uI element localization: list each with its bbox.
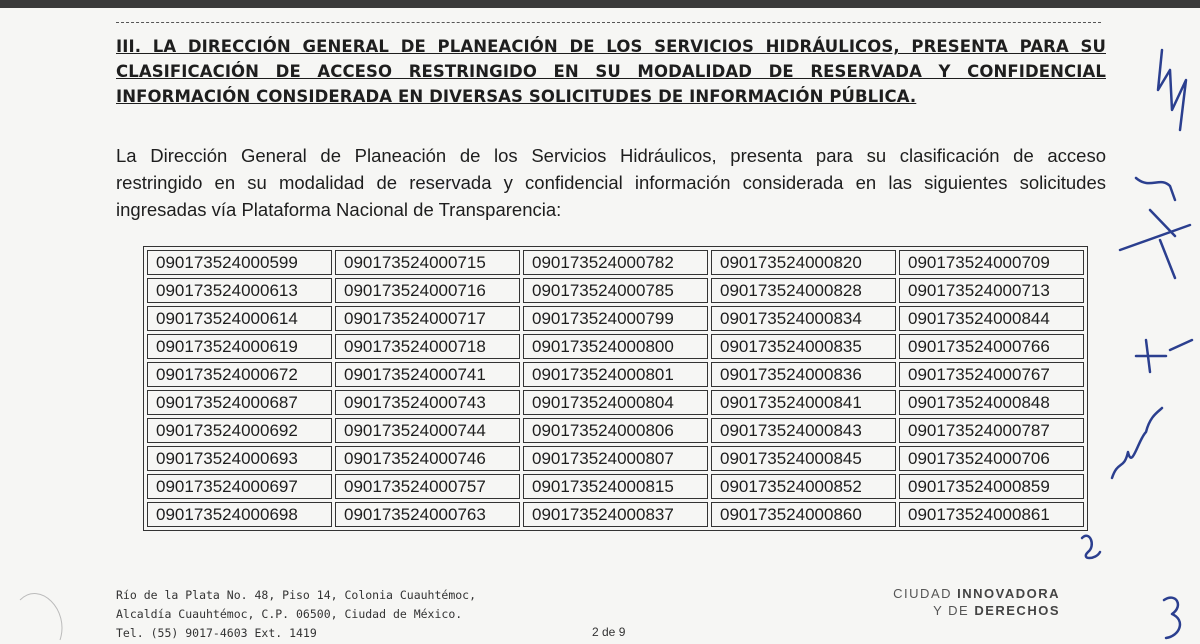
- table-cell: 090173524000815: [523, 474, 708, 499]
- table-cell: 090173524000715: [335, 250, 520, 275]
- table-cell: 090173524000718: [335, 334, 520, 359]
- table-cell: 090173524000835: [711, 334, 896, 359]
- table-cell: 090173524000692: [147, 418, 332, 443]
- table-cell: 090173524000599: [147, 250, 332, 275]
- table-cell: 090173524000859: [899, 474, 1084, 499]
- table-cell: 090173524000785: [523, 278, 708, 303]
- table-cell: 090173524000800: [523, 334, 708, 359]
- signature-stroke: [1082, 536, 1100, 558]
- table-cell: 090173524000828: [711, 278, 896, 303]
- brand-text: DERECHOS: [974, 603, 1060, 618]
- table-cell: 090173524000613: [147, 278, 332, 303]
- brand-text: INNOVADORA: [957, 586, 1060, 601]
- table-cell: 090173524000744: [335, 418, 520, 443]
- table-cell: 090173524000799: [523, 306, 708, 331]
- paragraph-line: ingresadas vía Plataforma Nacional de Transparencia:: [116, 199, 562, 220]
- signature-stroke: [1112, 408, 1162, 478]
- brand-text: CIUDAD: [893, 586, 958, 601]
- table-cell: 090173524000763: [335, 502, 520, 527]
- brand-text: Y DE: [933, 603, 975, 618]
- table-cell: 090173524000672: [147, 362, 332, 387]
- table-cell: 090173524000614: [147, 306, 332, 331]
- table-cell: 090173524000713: [899, 278, 1084, 303]
- table-row: [147, 306, 1084, 331]
- table-cell: 090173524000860: [711, 502, 896, 527]
- scan-edge-mark: [20, 594, 62, 640]
- section-heading: [116, 34, 1106, 109]
- table-cell: 090173524000804: [523, 390, 708, 415]
- table-cell: 090173524000767: [899, 362, 1084, 387]
- page-number: 2 de 9: [592, 625, 626, 639]
- table-cell: 090173524000743: [335, 390, 520, 415]
- signature-stroke: [1164, 598, 1180, 638]
- heading-line: III. LA DIRECCIÓN GENERAL DE PLANEACIÓN DE LOS SERVICIOS HIDRÁULICOS, PRESENTA PARA SU: [116, 37, 1106, 56]
- dashed-divider: [116, 22, 1101, 23]
- signature-stroke: [1136, 178, 1175, 200]
- table-cell: 090173524000848: [899, 390, 1084, 415]
- request-numbers-table: [143, 246, 1088, 531]
- table-cell: 090173524000845: [711, 446, 896, 471]
- table-row: [147, 418, 1084, 443]
- table-row: [147, 390, 1084, 415]
- table-cell: 090173524000757: [335, 474, 520, 499]
- body-paragraph: [116, 142, 1106, 223]
- table-cell: 090173524000716: [335, 278, 520, 303]
- table-row: [147, 502, 1084, 527]
- scan-top-edge: [0, 0, 1200, 8]
- table-cell: 090173524000861: [899, 502, 1084, 527]
- table-cell: 090173524000709: [899, 250, 1084, 275]
- paragraph-line: La Dirección General de Planeación de los Servicios Hidráulicos, presenta para su clasificación de acceso: [116, 145, 1106, 166]
- table-cell: 090173524000843: [711, 418, 896, 443]
- table-cell: 090173524000741: [335, 362, 520, 387]
- table-cell: 090173524000801: [523, 362, 708, 387]
- table-cell: 090173524000619: [147, 334, 332, 359]
- table-cell: 090173524000698: [147, 502, 332, 527]
- table-row: [147, 474, 1084, 499]
- table-row: [147, 250, 1084, 275]
- table-cell: 090173524000852: [711, 474, 896, 499]
- heading-line: INFORMACIÓN CONSIDERADA EN DIVERSAS SOLICITUDES DE INFORMACIÓN PÚBLICA.: [116, 87, 917, 106]
- table-cell: 090173524000706: [899, 446, 1084, 471]
- table-cell: 090173524000834: [711, 306, 896, 331]
- address-line: Río de la Plata No. 48, Piso 14, Colonia Cuauhtémoc,: [116, 588, 477, 602]
- table-cell: 090173524000717: [335, 306, 520, 331]
- heading-line: CLASIFICACIÓN DE ACCESO RESTRINGIDO EN SU MODALIDAD DE RESERVADA Y CONFIDENCIAL: [116, 62, 1106, 81]
- table-cell: 090173524000836: [711, 362, 896, 387]
- signature-stroke: [1136, 340, 1192, 372]
- table-cell: 090173524000766: [899, 334, 1084, 359]
- table-row: [147, 334, 1084, 359]
- footer-address: [116, 586, 476, 643]
- table-cell: 090173524000697: [147, 474, 332, 499]
- table-cell: 090173524000693: [147, 446, 332, 471]
- table-cell: 090173524000746: [335, 446, 520, 471]
- table-row: [147, 446, 1084, 471]
- table-cell: 090173524000844: [899, 306, 1084, 331]
- table-cell: 090173524000807: [523, 446, 708, 471]
- table-row: [147, 278, 1084, 303]
- address-line: Alcaldía Cuauhtémoc, C.P. 06500, Ciudad de México.: [116, 607, 463, 621]
- table-cell: 090173524000806: [523, 418, 708, 443]
- table-cell: 090173524000820: [711, 250, 896, 275]
- address-line: Tel. (55) 9017-4603 Ext. 1419: [116, 626, 317, 640]
- table-cell: 090173524000787: [899, 418, 1084, 443]
- signature-stroke: [1158, 50, 1186, 130]
- table-cell: 090173524000687: [147, 390, 332, 415]
- paragraph-line: restringido en su modalidad de reservada y confidencial información considerada en las siguientes solicitudes: [116, 172, 1106, 193]
- table-cell: 090173524000782: [523, 250, 708, 275]
- table-cell: 090173524000837: [523, 502, 708, 527]
- city-brand: [880, 585, 1060, 619]
- table-row: [147, 362, 1084, 387]
- signature-stroke: [1120, 210, 1190, 278]
- table-cell: 090173524000841: [711, 390, 896, 415]
